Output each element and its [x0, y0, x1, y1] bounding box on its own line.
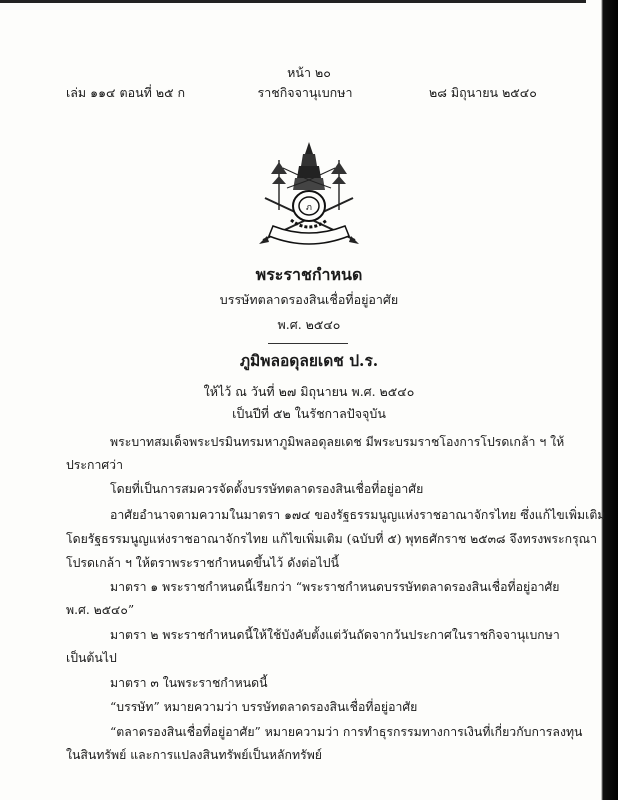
- preamble-line-1: พระบาทสมเด็จพระปรมินทรมหาภูมิพลอดุลยเดช มีพระบรมราชโองการโปรดเกล้า ฯ ให้: [110, 435, 565, 449]
- whereas-paragraph: โดยที่เป็นการสมควรจัดตั้งบรรษัทตลาดรองสินเชื่อที่อยู่อาศัย: [110, 482, 424, 496]
- section-2-line-1: มาตรา ๒ พระราชกำหนดนี้ให้ใช้บังคับตั้งแต่วันถัดจากวันประกาศในราชกิจจานุเบกษา: [110, 628, 560, 642]
- decree-title: พระราชกำหนด: [255, 265, 363, 284]
- definition-market-line-1: “ตลาดรองสินเชื่อที่อยู่อาศัย” หมายความว่า การทำธุรกรรมทางการเงินที่เกี่ยวกับการลงทุน: [110, 725, 583, 739]
- scan-notch: [586, 0, 600, 60]
- divider: [268, 343, 348, 344]
- section-3: มาตรา ๓ ในพระราชกำหนดนี้: [110, 676, 268, 690]
- svg-text:ภ: ภ: [306, 203, 312, 213]
- scan-edge-right: [596, 0, 618, 800]
- definition-corporation: “บรรษัท” หมายความว่า บรรษัทตลาดรองสินเชื่อที่อยู่อาศัย: [110, 700, 418, 714]
- decree-subtitle: บรรษัทตลาดรองสินเชื่อที่อยู่อาศัย: [219, 292, 399, 307]
- scan-edge-top: [0, 0, 618, 3]
- volume-info: เล่ม ๑๑๔ ตอนที่ ๒๕ ก: [66, 85, 186, 100]
- definition-market-line-2: ในสินทรัพย์ และการแปลงสินทรัพย์เป็นหลักทรัพย์: [66, 748, 323, 762]
- section-1-line-1: มาตรา ๑ พระราชกำหนดนี้เรียกว่า “พระราชกำหนดบรรษัทตลาดรองสินเชื่อที่อยู่อาศัย: [110, 580, 560, 594]
- reign-year: เป็นปีที่ ๕๒ ในรัชกาลปัจจุบัน: [232, 406, 386, 421]
- page-number: หน้า ๒๐: [287, 65, 331, 80]
- given-date: ให้ไว้ ณ วันที่ ๒๗ มิถุนายน พ.ศ. ๒๕๔๐: [203, 384, 415, 399]
- section-2-line-2: เป็นต้นไป: [66, 651, 117, 665]
- royal-name: ภูมิพลอดุลยเดช ป.ร.: [239, 351, 379, 370]
- section-1-line-2: พ.ศ. ๒๕๔๐”: [66, 603, 135, 617]
- royal-crown-emblem-icon: [253, 140, 365, 250]
- gazette-date: ๒๘ มิถุนายน ๒๕๔๐: [429, 85, 537, 100]
- authority-line-3: โปรดเกล้า ฯ ให้ตราพระราชกำหนดขึ้นไว้ ดังต่อไปนี้: [66, 556, 340, 570]
- preamble-line-2: ประกาศว่า: [66, 458, 123, 472]
- decree-year: พ.ศ. ๒๕๔๐: [277, 317, 341, 332]
- authority-line-1: อาศัยอำนาจตามความในมาตรา ๑๗๔ ของรัฐธรรมนูญแห่งราชอาณาจักรไทย ซึ่งแก้ไขเพิ่มเติม: [110, 508, 606, 522]
- authority-line-2: โดยรัฐธรรมนูญแห่งราชอาณาจักรไทย แก้ไขเพิ่มเติม (ฉบับที่ ๕) พุทธศักราช ๒๕๓๘ จึงทรงพระกรุณา: [66, 532, 597, 546]
- gazette-name: ราชกิจจานุเบกษา: [257, 85, 353, 100]
